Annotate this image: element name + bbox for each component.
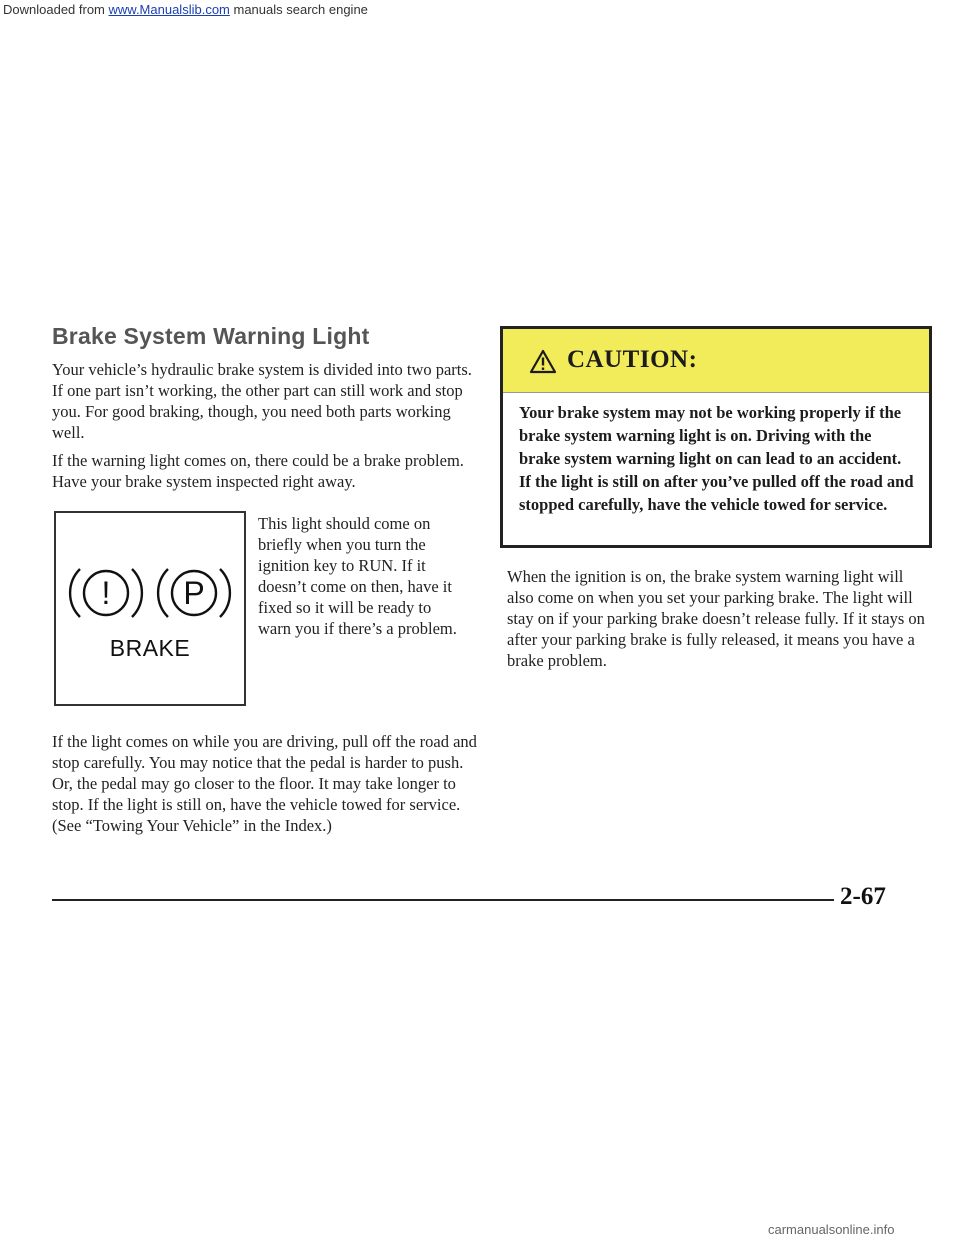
download-banner <box>0 0 960 20</box>
brake-warning-icon <box>62 559 238 627</box>
watermark: carmanualsonline.info <box>768 1222 895 1237</box>
intro-paragraph: Your vehicle’s hydraulic brake system is divided into two parts. If one part isn’t working, the other part can still work and stop you. For good braking, though, you need both parts working well. <box>52 360 472 442</box>
warning-paragraph: If the warning light comes on, there could be a brake problem. Have your brake system inspected right away. <box>52 451 464 491</box>
banner-prefix: Downloaded from <box>3 2 109 17</box>
manualslib-link[interactable]: www.Manualslib.com <box>108 2 230 17</box>
brake-symbol-panel <box>54 511 246 706</box>
light-check-paragraph: This light should come on briefly when you turn the ignition key to RUN. If it doesn’t come on then, have it fixed so it will be ready to warn you if there’s a problem. <box>258 514 457 638</box>
park-glyph: P <box>183 575 205 611</box>
caution-title: CAUTION: <box>567 346 698 373</box>
exclamation-glyph: ! <box>101 575 111 611</box>
caution-header <box>503 329 929 393</box>
driving-paragraph: If the light comes on while you are driving, pull off the road and stop carefully. You may notice that the pedal is harder to push. Or, the pedal may go closer to the floor. It may take longer to stop. If the light is still on, have the vehicle towed for service. (See “Towing Your Vehicle” in the Index.) <box>52 732 477 835</box>
caution-box <box>500 326 932 548</box>
brake-label: BRAKE <box>109 635 191 661</box>
parking-brake-paragraph: When the ignition is on, the brake system warning light will also come on when you set your parking brake. The light will stay on if your parking brake doesn’t release fully. If it stays on after your parking brake is fully released, it means you have a brake problem. <box>507 567 925 670</box>
page-number: 2-67 <box>840 883 886 910</box>
banner-suffix: manuals search engine <box>229 2 368 17</box>
footer-rule <box>52 899 834 901</box>
section-title: Brake System Warning Light <box>52 323 370 349</box>
caution-text: Your brake system may not be working properly if the brake system warning light is on. Driving with the brake system warning light on can lead to an accident. If the light is still on after you’ve pulled off the road and stopped carefully, have the vehicle towed for service. <box>519 403 914 514</box>
warning-triangle-icon <box>529 349 557 374</box>
